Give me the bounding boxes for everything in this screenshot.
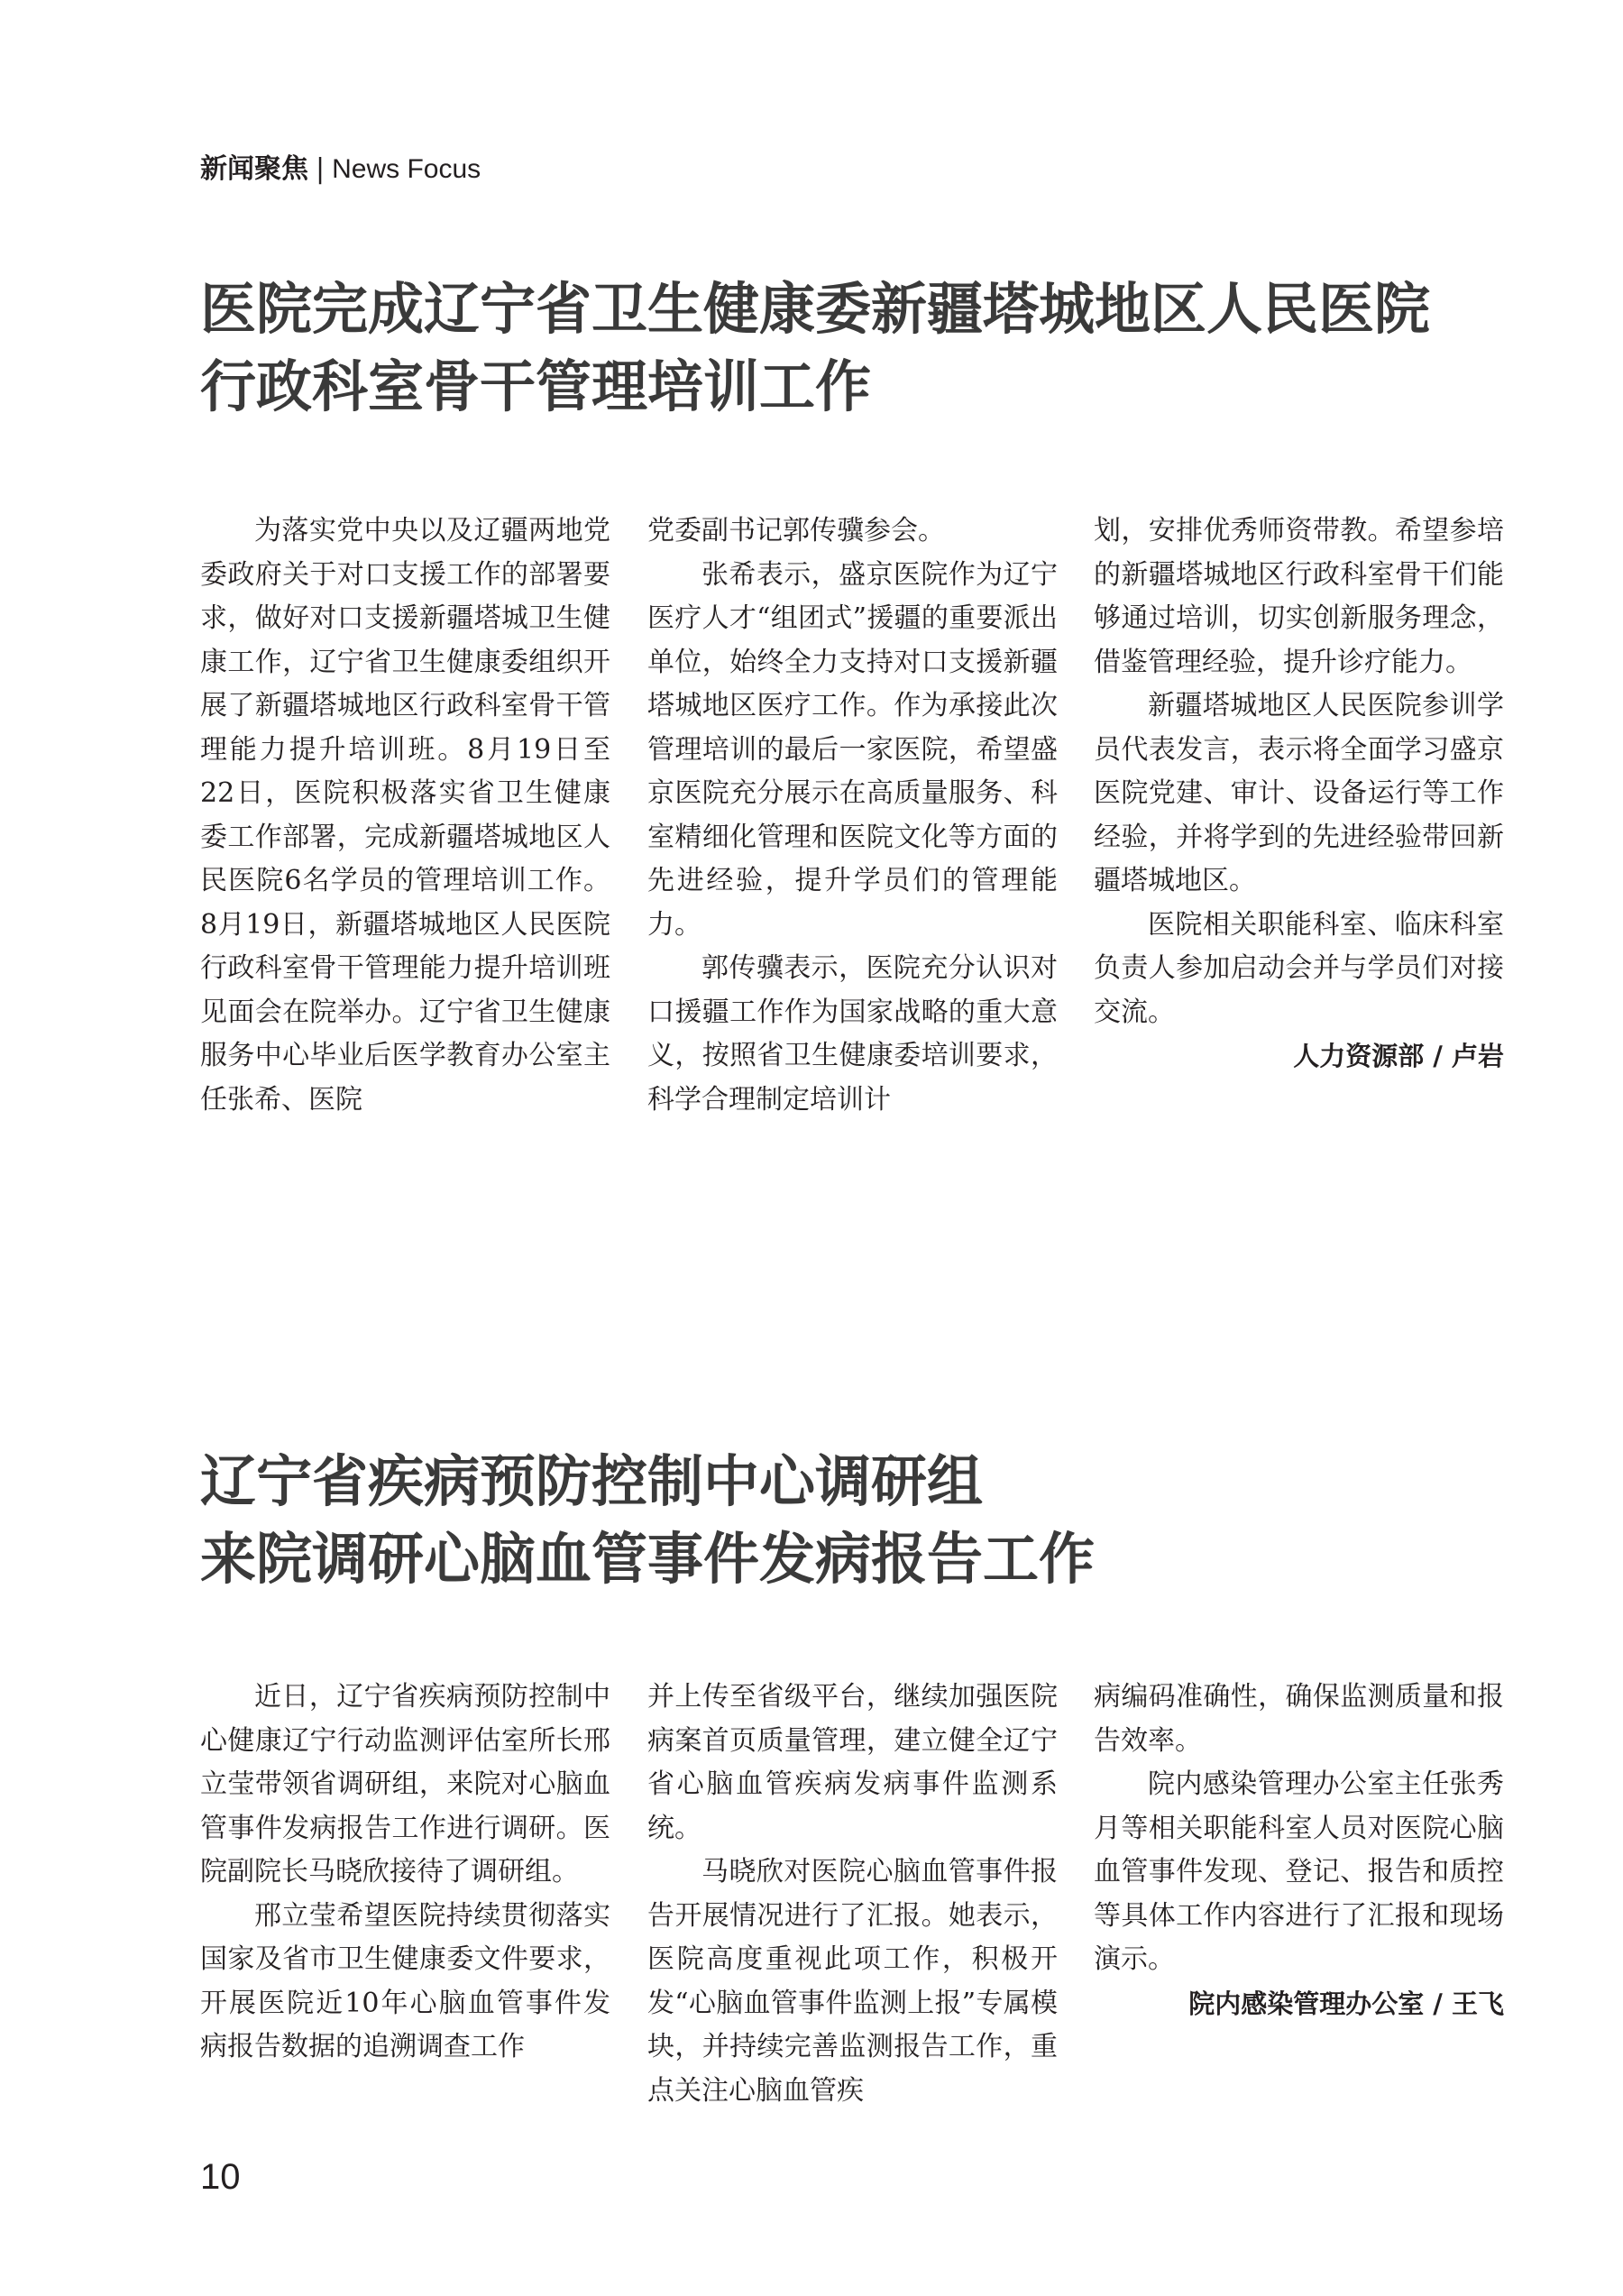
article1-paragraph: 新疆塔城地区人民医院参训学员代表发言，表示将全面学习盛京医院党建、审计、设备运行等工作经验，并将学到的先进经验带回新疆塔城地区。 xyxy=(1094,690,1504,896)
article2-column-3 xyxy=(1094,1676,1504,2025)
article1-title-line: 行政科室骨干管理培训工作 xyxy=(200,354,872,419)
article2-paragraph: 近日，辽宁省疾病预防控制中心健康辽宁行动监测评估室所长邢立莹带领省调研组，来院对心脑血管事件发病报告工作进行调研。医院副院长马晓欣接待了调研组。 xyxy=(200,1681,610,1887)
article1-paragraph: 医院相关职能科室、临床科室负责人参加启动会并与学员们对接交流。 xyxy=(1094,908,1504,1028)
page-number: 10 xyxy=(200,2157,241,2197)
article2-title-line: 辽宁省疾病预防控制中心调研组 xyxy=(200,1448,984,1514)
article2-byline: 院内感染管理办公室 / 王飞 xyxy=(1188,1988,1504,2019)
article1-paragraph: 张希表示，盛京医院作为辽宁医疗人才“组团式”援疆的重要派出单位，始终全力支持对口支援新疆塔城地区医疗工作。作为承接此次管理培训的最后一家医院，希望盛京医院充分展示在高质量服务、科室精细化管理和医院文化等方面的先进经验，提升学员们的管理能力。 xyxy=(647,558,1058,941)
section-name-cn: 新闻聚焦 xyxy=(200,153,308,185)
section-name-en: News Focus xyxy=(332,154,481,184)
article1-title xyxy=(200,271,1430,426)
article2-column-1 xyxy=(200,1676,610,2070)
article1-column-3 xyxy=(1094,510,1504,1079)
article2-paragraph: 病编码准确性，确保监测质量和报告效率。 xyxy=(1094,1681,1504,1757)
article1-paragraph: 党委副书记郭传骥参会。 xyxy=(647,515,945,546)
section-header xyxy=(200,152,481,188)
article2-column-2 xyxy=(647,1676,1058,2113)
article2-title xyxy=(200,1443,1095,1598)
article1-paragraph: 为落实党中央以及辽疆两地党委政府关于对口支援工作的部署要求，做好对口支援新疆塔城卫生健康工作，辽宁省卫生健康委组织开展了新疆塔城地区行政科室骨干管理能力提升培训班。8月19日至22日，医院积极落实省卫生健康委工作部署，完成新疆塔城地区人民医院6名学员的管理培训工作。8月19日，新疆塔城地区人民医院行政科室骨干管理能力提升培训班见面会在院举办。辽宁省卫生健康服务中心毕业后医学教育办公室主任张希、医院 xyxy=(200,515,610,1116)
section-separator: | xyxy=(316,153,326,185)
article1-paragraph: 划，安排优秀师资带教。希望参培的新疆塔城地区行政科室骨干们能够通过培训，切实创新服务理念，借鉴管理经验，提升诊疗能力。 xyxy=(1094,515,1504,678)
article2-paragraph: 马晓欣对医院心脑血管事件报告开展情况进行了汇报。她表示，医院高度重视此项工作，积极开发“心脑血管事件监测上报”专属模块，并持续完善监测报告工作，重点关注心脑血管疾 xyxy=(647,1856,1058,2107)
article2-title-line: 来院调研心脑血管事件发病报告工作 xyxy=(200,1526,1096,1592)
article2-paragraph: 院内感染管理办公室主任张秀月等相关职能科室人员对医院心脑血管事件发现、登记、报告和质控等具体工作内容进行了汇报和现场演示。 xyxy=(1094,1768,1504,1975)
article2-paragraph: 邢立莹希望医院持续贯彻落实国家及省市卫生健康委文件要求，开展医院近10年心脑血管事件发病报告数据的追溯调查工作 xyxy=(200,1899,610,2062)
article1-paragraph: 郭传骥表示，医院充分认识对口援疆工作作为国家战略的重大意义，按照省卫生健康委培训要求，科学合理制定培训计 xyxy=(647,952,1058,1116)
article1-byline: 人力资源部 / 卢岩 xyxy=(1293,1041,1504,1071)
article2-paragraph: 并上传至省级平台，继续加强医院病案首页质量管理，建立健全辽宁省心脑血管疾病发病事件监测系统。 xyxy=(647,1681,1058,1844)
article1-column-2 xyxy=(647,510,1058,1122)
article1-column-1 xyxy=(200,510,610,1122)
article1-title-line: 医院完成辽宁省卫生健康委新疆塔城地区人民医院 xyxy=(200,276,1431,342)
